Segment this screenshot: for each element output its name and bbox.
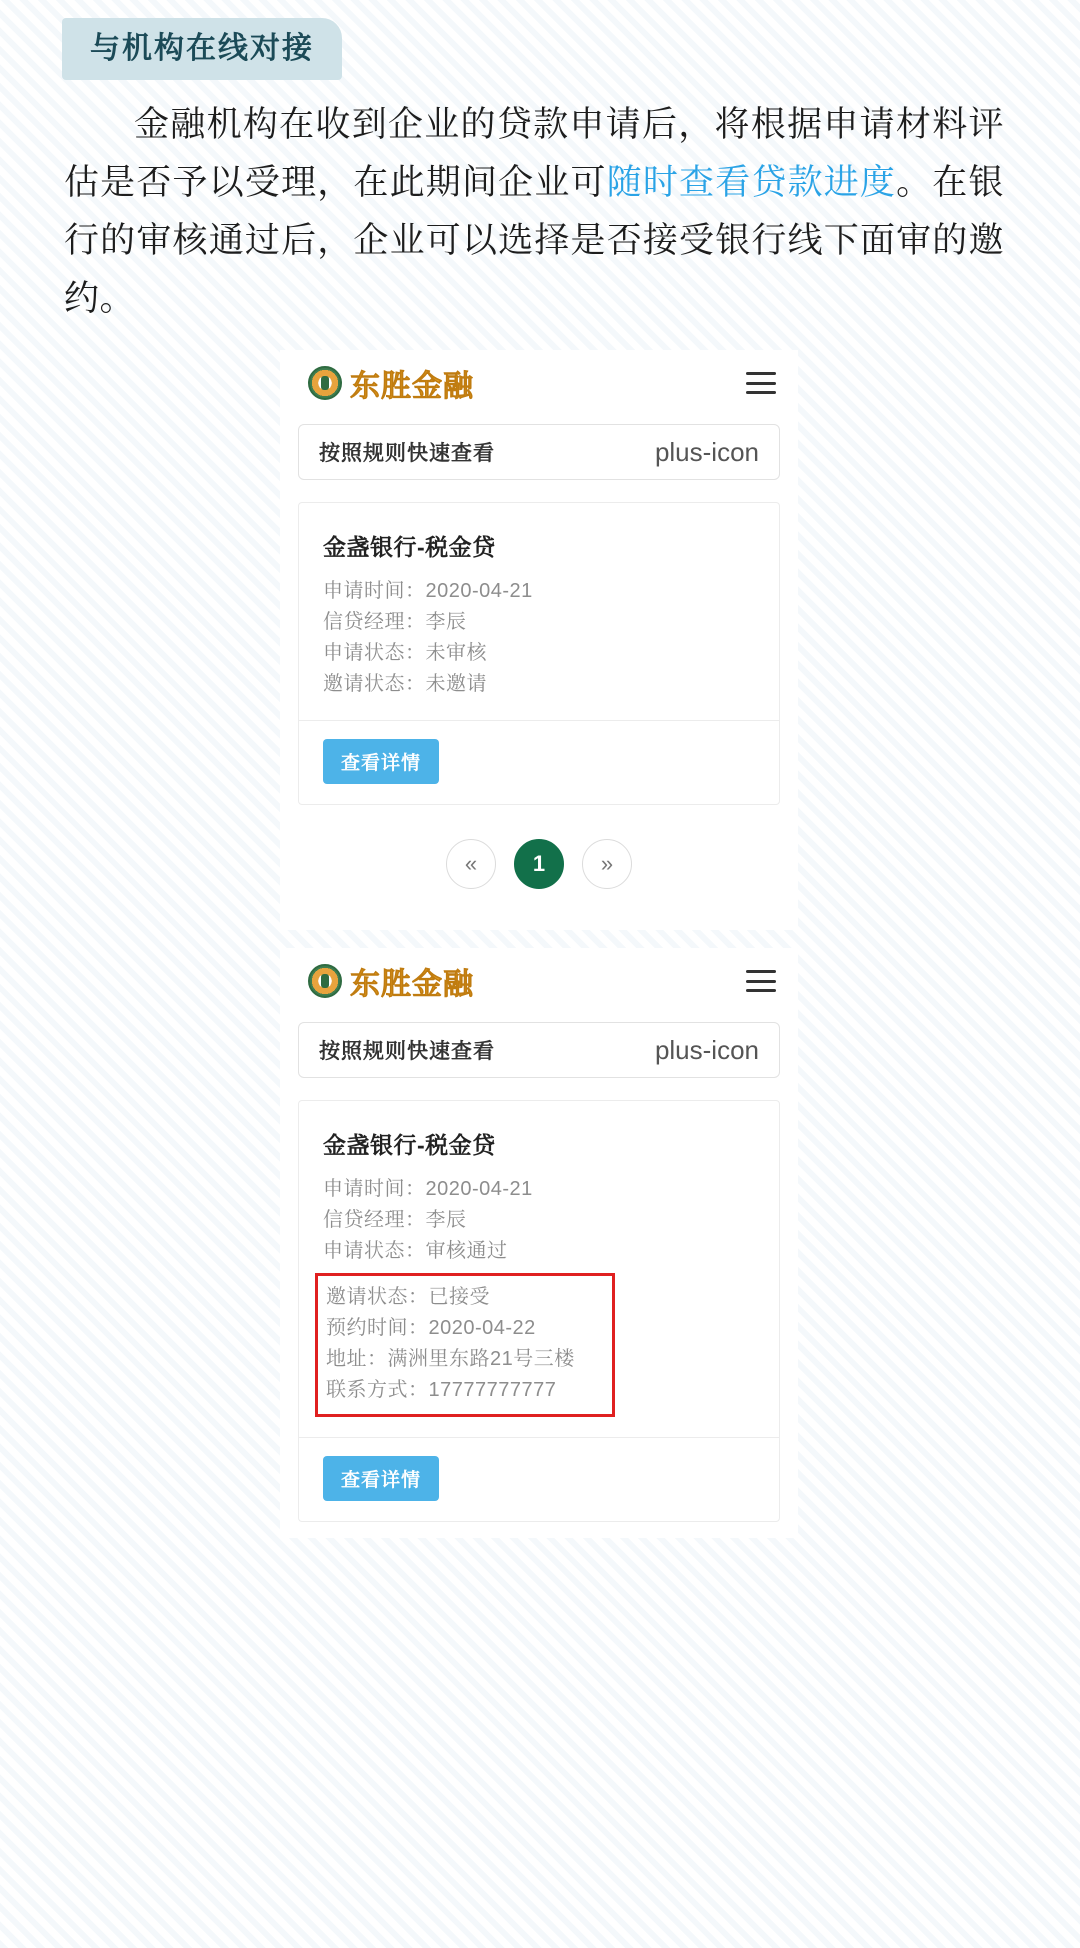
view-detail-button[interactable]: 查看详情	[323, 1456, 439, 1501]
circle-logo-icon	[308, 366, 342, 400]
field-value: 2020-04-21	[425, 580, 533, 602]
loan-record-body	[299, 503, 779, 721]
quick-filter-label: 按照规则快速查看	[319, 1040, 495, 1063]
table-row	[323, 607, 755, 638]
field-label: 邀请状态：	[326, 1286, 429, 1308]
field-label: 联系方式：	[326, 1379, 429, 1401]
circle-logo-icon	[308, 964, 342, 998]
loan-product-title: 金盏银行-税金贷	[323, 534, 496, 560]
field-label: 信贷经理：	[323, 1209, 426, 1231]
content-frame	[52, 0, 1028, 1948]
quick-filter-bar[interactable]	[298, 1022, 780, 1078]
field-value: 未审核	[425, 642, 487, 664]
invitation-details-highlight	[315, 1273, 615, 1417]
field-value: 满洲里东路21号三楼	[387, 1348, 575, 1370]
view-detail-button[interactable]: 查看详情	[323, 739, 439, 784]
table-row	[323, 1205, 755, 1236]
loan-record-card	[298, 1100, 780, 1522]
field-value: 李辰	[425, 1209, 467, 1231]
field-label: 邀请状态：	[323, 673, 426, 695]
field-label: 信贷经理：	[323, 611, 426, 633]
brand-block	[308, 959, 474, 1003]
plus-icon[interactable]: plus-icon	[654, 437, 759, 467]
field-label: 申请状态：	[323, 1240, 426, 1262]
table-row	[323, 576, 755, 607]
hamburger-menu-icon[interactable]	[746, 970, 776, 992]
loan-record-body	[299, 1101, 779, 1438]
field-value: 已接受	[428, 1286, 490, 1308]
field-value: 2020-04-21	[425, 1178, 533, 1200]
brand-name: 东胜金融	[350, 968, 474, 1001]
table-row	[323, 669, 755, 700]
screenshot-loan-list-approved	[280, 948, 798, 1538]
paragraph-text-part1: 金融机构在收到企业的贷款申请后，将根据申请材料评估是否予以受理，在此期间企业可	[64, 105, 1004, 202]
table-row	[323, 1236, 755, 1267]
plus-icon[interactable]: plus-icon	[654, 1035, 759, 1065]
field-label: 申请时间：	[323, 580, 426, 602]
section-title-tab: 与机构在线对接	[62, 18, 342, 80]
table-row	[326, 1344, 602, 1375]
field-value: 17777777777	[428, 1379, 557, 1401]
loan-product-title: 金盏银行-税金贷	[323, 1132, 496, 1158]
table-row	[326, 1282, 602, 1313]
brand-name: 东胜金融	[350, 370, 474, 403]
field-label: 申请时间：	[323, 1178, 426, 1200]
pagination	[280, 839, 798, 889]
field-label: 预约时间：	[326, 1317, 429, 1339]
field-value: 审核通过	[425, 1240, 508, 1262]
hamburger-menu-icon[interactable]	[746, 372, 776, 394]
app-header	[280, 948, 798, 1012]
pagination-prev-button[interactable]: «	[446, 839, 496, 889]
brand-block	[308, 361, 474, 405]
quick-filter-bar[interactable]	[298, 424, 780, 480]
section-paragraph	[64, 96, 1004, 328]
loan-record-footer	[299, 721, 779, 804]
app-header	[280, 350, 798, 414]
field-label: 地址：	[326, 1348, 388, 1370]
loan-record-footer	[299, 1438, 779, 1521]
loan-record-card	[298, 502, 780, 805]
pagination-next-button[interactable]: »	[582, 839, 632, 889]
table-row	[323, 1174, 755, 1205]
paragraph-highlight: 随时查看贷款进度	[606, 163, 897, 202]
table-row	[326, 1313, 602, 1344]
field-label: 申请状态：	[323, 642, 426, 664]
screenshot-loan-list-pending	[280, 350, 798, 930]
field-value: 2020-04-22	[428, 1317, 536, 1339]
paragraph-text-part2: 。在银行的审核通过后，企业可以选择是否接受银行线下面审的邀约。	[64, 163, 1004, 318]
table-row	[326, 1375, 602, 1406]
field-value: 未邀请	[425, 673, 487, 695]
table-row	[323, 638, 755, 669]
field-value: 李辰	[425, 611, 467, 633]
quick-filter-label: 按照规则快速查看	[319, 442, 495, 465]
pagination-page-1[interactable]: 1	[514, 839, 564, 889]
